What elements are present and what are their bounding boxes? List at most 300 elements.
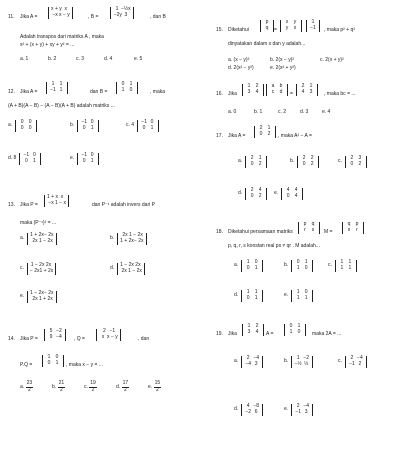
matrix-cell: x − y xyxy=(59,11,70,18)
matrix-cell: r xyxy=(356,226,358,233)
matrix-cell: −4 xyxy=(56,333,62,340)
matrix-cell: 1 xyxy=(304,259,308,265)
numerator: 17 xyxy=(122,380,129,386)
matrix-cell: r xyxy=(304,226,306,233)
option-d[interactable]: d. 3 xyxy=(300,109,309,115)
denominator: 2 xyxy=(59,386,63,393)
matrix-cell: 2 xyxy=(250,155,254,161)
matrix-cell: 1 − 2x xyxy=(30,290,44,296)
matrix-row xyxy=(299,90,315,96)
matrix-cell: − 2x xyxy=(29,267,40,274)
matrix-cell: 1 xyxy=(296,264,300,271)
matrix-cell: 0 xyxy=(55,354,59,360)
matrix-cell: 4 xyxy=(301,88,305,95)
matrix-cell: 2 xyxy=(302,155,306,161)
matrix-cell: 2 xyxy=(267,130,271,137)
question-17 xyxy=(200,122,400,217)
option-matrix xyxy=(245,156,267,168)
option-d[interactable] xyxy=(238,188,267,200)
matrix-cell: s xyxy=(347,226,351,233)
question-text: maka 2A = ... xyxy=(312,331,342,337)
matrix-cell: 1 xyxy=(311,19,315,25)
matrix-cell: x + y xyxy=(51,6,62,12)
matrix-cell: 1 xyxy=(55,359,59,366)
matrix-row xyxy=(348,362,364,368)
matrix-cell: x xyxy=(101,333,105,340)
matrix-cell: −1 xyxy=(109,328,116,334)
option-d[interactable]: d. 4 xyxy=(104,56,113,62)
matrix-c xyxy=(296,84,318,96)
matrix-cell: −4 xyxy=(303,403,310,409)
matrix-b xyxy=(266,84,288,96)
matrix-p xyxy=(44,195,69,207)
matrix-cell: 0 xyxy=(250,160,254,167)
matrix-cell: 0 xyxy=(82,124,86,131)
option-matrix xyxy=(241,290,263,302)
option-label: a. xyxy=(8,122,13,129)
option-e[interactable] xyxy=(284,290,313,302)
option-label: e. xyxy=(148,383,153,390)
option-label: c. xyxy=(328,262,332,269)
matrix-cell: 1 xyxy=(32,157,36,164)
option-label: b. xyxy=(52,383,57,390)
option-b[interactable] xyxy=(110,233,147,245)
option-matrix xyxy=(77,120,99,132)
option-matrix xyxy=(27,263,56,275)
vector-pq xyxy=(260,20,274,32)
option-matrix xyxy=(27,291,56,303)
numerator: 21 xyxy=(58,380,65,386)
equals-sign: = xyxy=(274,27,277,33)
matrix-a xyxy=(242,84,264,96)
option-a[interactable]: a. (x − y)² xyxy=(228,57,250,63)
option-label: d. xyxy=(238,190,243,197)
matrix-row xyxy=(300,162,316,168)
option-c[interactable] xyxy=(338,156,367,168)
matrix-cell: 1 − 2x xyxy=(120,262,134,268)
matrix-cell: 4 xyxy=(294,187,298,193)
matrix-cell: −2 xyxy=(245,408,252,415)
matrix-cell: 1 xyxy=(340,264,344,271)
question-text: dan B = xyxy=(90,89,108,95)
question-text: Jika P = xyxy=(20,336,38,342)
question-text: Jika A = xyxy=(20,89,38,95)
matrix-qpsr xyxy=(342,222,364,234)
question-16 xyxy=(200,80,400,120)
option-b[interactable] xyxy=(284,260,313,272)
matrix-b xyxy=(110,7,134,19)
matrix-cell: 1 xyxy=(246,259,250,265)
fraction xyxy=(122,381,130,393)
matrix-row xyxy=(284,194,300,200)
matrix-cell: −8 xyxy=(253,403,260,409)
vector-w xyxy=(306,20,320,32)
option-a[interactable] xyxy=(238,156,267,168)
matrix-cell: 1 xyxy=(254,294,258,301)
matrix-row xyxy=(30,297,53,303)
matrix-cell: 3 xyxy=(254,360,258,367)
option-a[interactable]: a. 1 xyxy=(20,56,29,62)
matrix-row xyxy=(263,26,271,32)
matrix-cell: 0 xyxy=(286,192,290,199)
matrix-cell: p xyxy=(303,221,307,227)
option-b[interactable]: b. 2(x − y)² xyxy=(270,57,295,63)
option-a[interactable] xyxy=(234,356,263,368)
matrix-cell: 6 xyxy=(254,408,258,415)
matrix-row xyxy=(244,296,260,302)
matrix-row xyxy=(283,26,299,32)
matrix-cell: 0 xyxy=(129,86,133,93)
option-b[interactable] xyxy=(284,356,313,368)
numerator: 19 xyxy=(90,380,96,386)
matrix-cell: 3 xyxy=(309,88,313,95)
matrix-b xyxy=(116,82,138,94)
matrix-cell: 3 xyxy=(247,328,251,335)
question-text: M = xyxy=(324,229,333,235)
option-d[interactable] xyxy=(110,263,145,275)
option-label: c. xyxy=(84,383,88,390)
matrix-row xyxy=(18,126,34,132)
matrix-row xyxy=(120,239,143,245)
matrix-cell: 0 xyxy=(28,119,32,125)
matrix-cell: 0 xyxy=(297,328,301,335)
matrix-cell: s xyxy=(311,226,315,233)
option-a[interactable] xyxy=(20,233,57,245)
matrix-cell: 1 xyxy=(267,125,271,131)
matrix-row xyxy=(294,362,310,368)
matrix-cell: 1 xyxy=(121,86,125,93)
matrix-cell: 2 xyxy=(358,360,362,367)
matrix-row xyxy=(245,330,261,336)
question-text: , Q = xyxy=(74,336,85,342)
question-text: Jika xyxy=(228,91,237,97)
question-19 xyxy=(200,320,400,450)
matrix-cell: ½ xyxy=(304,360,309,367)
matrix-row xyxy=(245,90,261,96)
option-c[interactable]: c. 3 xyxy=(76,56,85,62)
matrix-cell: 2x xyxy=(122,232,128,238)
numerator: 15 xyxy=(154,380,161,386)
matrix-row xyxy=(248,162,264,168)
fraction xyxy=(89,381,97,393)
matrix-cell: c xyxy=(271,88,275,95)
question-text: p, q, r, s konstan real ps ≠ qr . M adalah... xyxy=(228,243,320,249)
matrix-cell: − 2x xyxy=(133,237,144,244)
question-text: , maka A² − A = xyxy=(278,133,312,139)
option-b[interactable] xyxy=(52,381,65,393)
option-matrix xyxy=(345,356,367,368)
matrix-cell: 2 xyxy=(310,160,314,167)
matrix-row xyxy=(287,330,303,336)
denominator: 2 xyxy=(155,386,159,393)
option-d[interactable] xyxy=(234,290,263,302)
matrix-cell: −4 xyxy=(253,355,260,361)
option-e[interactable] xyxy=(70,153,99,165)
matrix-cell: b xyxy=(279,83,283,89)
matrix-cell: 0 xyxy=(302,160,306,167)
matrix-row xyxy=(244,410,260,416)
matrix-cell: 1 xyxy=(254,289,258,295)
option-label: e. xyxy=(274,190,279,197)
option-e[interactable] xyxy=(20,291,57,303)
matrix-cell: 1 xyxy=(309,83,313,89)
option-d[interactable] xyxy=(8,153,41,165)
matrix-cell: 0 xyxy=(246,264,250,271)
option-c[interactable] xyxy=(84,381,97,393)
option-label: a. xyxy=(234,358,239,365)
question-text: Jika xyxy=(228,331,237,337)
matrix-cell: −1 xyxy=(310,24,316,31)
matrix-cell: 3 xyxy=(124,11,128,18)
matrix-cell: 1 xyxy=(47,354,51,360)
matrix-cell: 2 xyxy=(255,323,259,329)
matrix-q xyxy=(96,329,121,341)
matrix-cell: 4 xyxy=(255,328,259,335)
matrix-row xyxy=(47,201,66,207)
option-e[interactable]: e. 4 xyxy=(322,109,331,115)
matrix-cell: 1 xyxy=(59,81,63,87)
matrix-cell: 1 + 2x xyxy=(39,267,54,274)
matrix-cell: 0 xyxy=(304,264,308,271)
matrix-cell: 0 xyxy=(350,160,354,167)
matrix-cell: 0 xyxy=(32,152,36,158)
matrix-cell: x − y xyxy=(107,333,118,340)
matrix-row xyxy=(257,132,273,138)
matrix-cell: −1 xyxy=(81,119,88,125)
matrix-row xyxy=(301,228,317,234)
option-e[interactable] xyxy=(284,404,313,416)
option-label: b. xyxy=(284,262,289,269)
matrix-cell: −½ xyxy=(294,360,302,367)
question-11 xyxy=(0,0,200,80)
matrix-cell: 4 xyxy=(286,187,290,193)
matrix-cell: a xyxy=(271,83,275,89)
matrix-row xyxy=(51,13,70,19)
question-14 xyxy=(0,325,200,425)
matrix-row xyxy=(119,88,135,94)
option-label: d. 8 xyxy=(8,155,17,162)
matrix-a xyxy=(48,7,73,19)
option-matrix xyxy=(241,260,263,272)
matrix-cell: 1 xyxy=(150,124,154,131)
matrix-cell: 2 xyxy=(255,83,259,89)
matrix-row xyxy=(269,90,285,96)
matrix-cell: 2 xyxy=(358,160,362,167)
option-c[interactable] xyxy=(328,260,357,272)
question-text: , maka bc = ... xyxy=(324,91,356,97)
matrix-cell: 1 xyxy=(258,155,262,161)
matrix-cell: 3 xyxy=(304,408,308,415)
matrix-cell: − 2x xyxy=(43,232,54,238)
matrix-cell: 0 xyxy=(47,359,51,366)
matrix-cell: 2x xyxy=(121,267,127,274)
matrix-pqrs xyxy=(298,222,320,234)
question-text: maka (P⁻¹)² = ... xyxy=(20,220,57,226)
question-12 xyxy=(0,78,200,193)
matrix-cell: 1 xyxy=(348,264,352,271)
matrix-cell: 1 xyxy=(246,289,250,295)
option-e[interactable]: e. 5 xyxy=(134,56,143,62)
option-c[interactable] xyxy=(338,356,367,368)
matrix-cell: 2x xyxy=(135,262,141,268)
denominator: 2 xyxy=(27,386,31,393)
matrix-cell: −2 xyxy=(303,355,310,361)
right-column xyxy=(200,0,400,466)
option-b[interactable] xyxy=(70,120,99,132)
matrix-row xyxy=(338,266,354,272)
matrix-cell: 3 xyxy=(247,88,251,95)
matrix-cell: 1 − 2x xyxy=(30,262,45,268)
matrix-b xyxy=(284,324,306,336)
matrix-cell: 2 xyxy=(258,192,262,199)
option-label: e. xyxy=(284,292,289,299)
matrix-cell: 1 − 2x xyxy=(128,267,142,274)
matrix-cell: 0 xyxy=(150,119,154,125)
matrix-cell: 0 xyxy=(24,157,28,164)
matrix-row xyxy=(30,239,53,245)
question-text: , maka x − y = ... xyxy=(66,362,103,368)
matrix-cell: 0 xyxy=(142,124,146,131)
matrix-cell: x xyxy=(64,6,67,12)
matrix-row xyxy=(22,159,38,165)
question-text: Diketahui xyxy=(228,27,249,33)
matrix-cell: 0 xyxy=(121,81,125,87)
matrix-cell: 1 xyxy=(296,289,300,295)
matrix-cell: 0 xyxy=(250,192,254,199)
option-d[interactable] xyxy=(116,381,129,393)
option-a[interactable] xyxy=(8,120,37,132)
option-label: b. xyxy=(70,122,75,129)
option-label: b. xyxy=(284,358,289,365)
matrix-cell: 2x xyxy=(32,237,38,244)
question-13 xyxy=(0,193,200,318)
option-a[interactable] xyxy=(20,381,33,393)
question-text: Diketahui persamaan matriks xyxy=(228,229,293,235)
matrix-cell: 1 + 2x xyxy=(30,232,44,238)
option-label: d. xyxy=(116,383,121,390)
question-text: A = xyxy=(266,331,274,337)
option-label: e. xyxy=(284,406,289,413)
option-a[interactable]: a. 0 xyxy=(228,109,237,115)
matrix-cell: p xyxy=(355,221,359,227)
matrix-cell: 2x xyxy=(45,262,52,268)
matrix-cell: 2 xyxy=(296,403,300,409)
matrix-cell: 1 xyxy=(296,294,300,301)
matrix-cell: q xyxy=(265,24,269,31)
question-18 xyxy=(200,218,400,318)
question-text: dinyatakan dalam x dan y adalah... xyxy=(228,41,306,47)
matrix-row xyxy=(294,296,310,302)
option-label: e. xyxy=(70,155,75,162)
option-c[interactable] xyxy=(126,120,159,132)
matrix-a xyxy=(46,82,68,94)
option-e[interactable]: e. 2(x² + y²) xyxy=(270,65,296,71)
matrix-cell: d xyxy=(279,88,283,95)
matrix-row xyxy=(244,362,260,368)
option-label: b. xyxy=(110,235,115,242)
option-matrix xyxy=(291,404,313,416)
option-label: c. xyxy=(20,265,24,272)
matrix-p xyxy=(44,329,66,341)
matrix-row xyxy=(294,410,310,416)
question-text: , dan B xyxy=(150,14,166,20)
option-c[interactable]: c. 2 xyxy=(278,109,287,115)
matrix-cell: x xyxy=(60,194,64,200)
option-d[interactable]: d. 2(x² − y²) xyxy=(228,65,254,71)
matrix-cell: 2 xyxy=(258,160,262,167)
matrix-row xyxy=(294,266,310,272)
question-text: Jika A = xyxy=(20,14,38,20)
matrix-cell: 2 xyxy=(102,328,106,334)
question-number: 12. xyxy=(8,89,15,95)
option-matrix xyxy=(15,120,37,132)
option-e[interactable] xyxy=(148,381,161,393)
question-text: Jika A = xyxy=(228,133,246,139)
matrix-cell: 0 xyxy=(289,323,293,329)
matrix-cell: 3 xyxy=(358,155,362,161)
question-15 xyxy=(200,0,400,85)
matrix-cell: −1 xyxy=(23,152,30,158)
option-matrix xyxy=(291,260,313,272)
matrix-cell: −x xyxy=(52,11,58,18)
matrix-a xyxy=(254,126,276,138)
option-c[interactable] xyxy=(20,263,56,275)
option-matrix xyxy=(117,233,146,245)
option-d[interactable] xyxy=(234,404,263,416)
option-label: d. xyxy=(234,406,239,413)
question-text: (A + B)(A − B) − (A − B)(A + B) adalah matriks ... xyxy=(8,103,115,109)
option-b[interactable] xyxy=(290,156,319,168)
question-number: 15. xyxy=(216,27,223,33)
matrix-cell: q xyxy=(347,221,351,227)
question-text: , dan xyxy=(138,336,150,342)
matrix-cell: − 2x xyxy=(43,290,54,296)
matrix-cell: −4 xyxy=(357,355,363,361)
matrix-cell: 1 + 2x xyxy=(38,295,53,302)
matrix-row xyxy=(309,26,317,32)
option-e[interactable] xyxy=(274,188,303,200)
option-matrix xyxy=(137,120,159,132)
question-text: , maka xyxy=(150,89,166,95)
option-a[interactable] xyxy=(234,260,263,272)
option-b[interactable]: b. 2 xyxy=(48,56,57,62)
option-matrix xyxy=(297,156,319,168)
matrix-cell: −2y xyxy=(113,11,122,18)
denominator: 2 xyxy=(123,386,127,393)
identity-matrix xyxy=(42,355,64,367)
matrix-cell: y xyxy=(285,24,289,31)
option-label: a. xyxy=(20,383,25,390)
matrix-cell: 5 xyxy=(49,328,53,334)
matrix-row xyxy=(348,162,364,168)
option-c[interactable]: c. 2(x + y)² xyxy=(320,57,344,63)
matrix-cell: 2 xyxy=(250,187,254,193)
matrix-row xyxy=(345,228,361,234)
option-matrix xyxy=(27,233,56,245)
option-label: a. xyxy=(234,262,239,269)
option-matrix xyxy=(77,153,99,165)
matrix-row xyxy=(113,13,131,19)
matrix-cell: 2 xyxy=(350,155,354,161)
matrix-cell: 4 xyxy=(255,88,259,95)
option-b[interactable]: b. 1 xyxy=(254,109,263,115)
fraction xyxy=(58,381,66,393)
option-matrix xyxy=(19,153,41,165)
matrix-cell: −x xyxy=(48,199,54,206)
matrix-cell: 4 xyxy=(246,403,250,409)
matrix-cell: 1 xyxy=(51,81,55,87)
matrix-cell: 1 xyxy=(59,86,63,93)
